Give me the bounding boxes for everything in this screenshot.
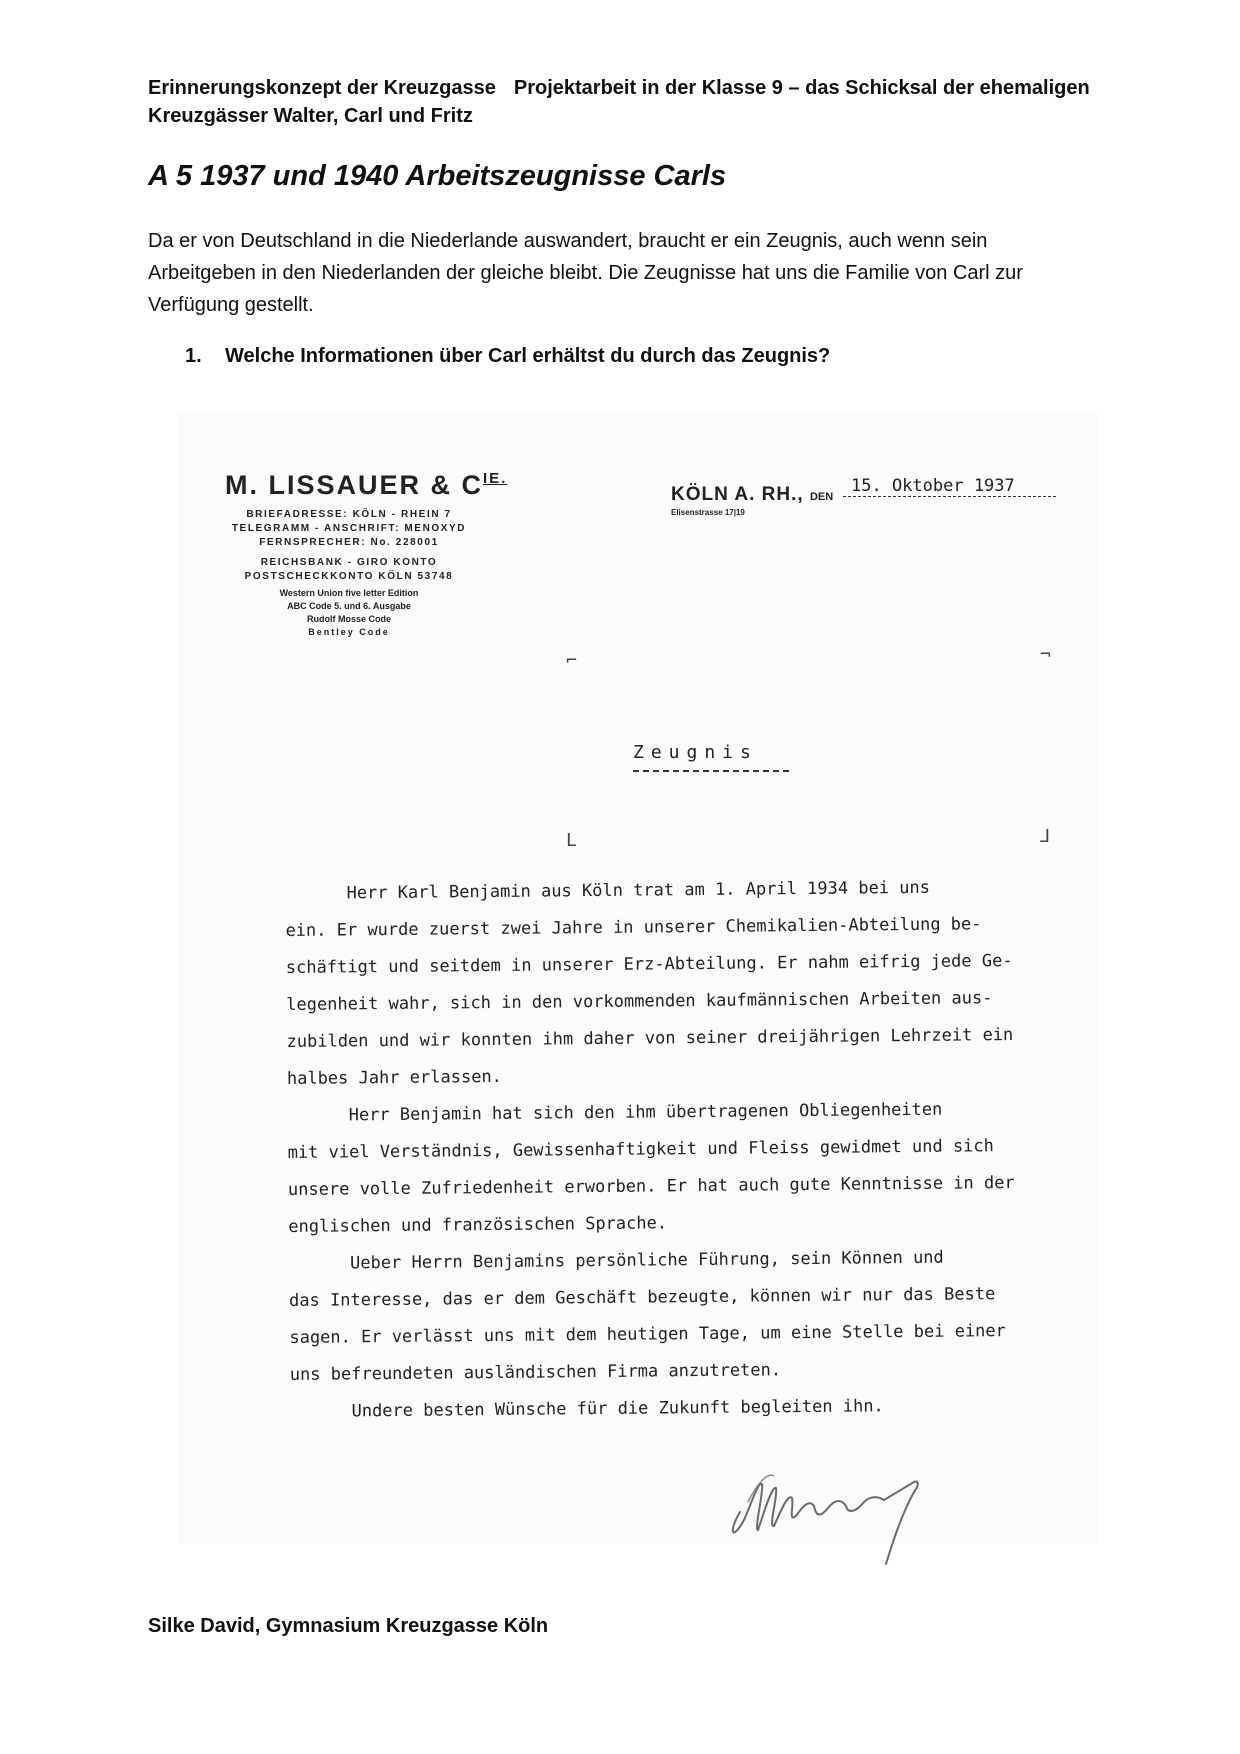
project-title-part3: Kreuzgässer Walter, Carl und Fritz (148, 105, 473, 127)
worksheet-title: A 5 1937 und 1940 Arbeitszeugnisse Carls (148, 160, 727, 192)
code-line: Bentley Code (308, 627, 390, 637)
body-line: ein. Er wurde zuerst zwei Jahre in unserer Chemikalien-Abteilung be- (285, 914, 982, 941)
address-window-mark: ⌐ (566, 650, 577, 671)
company-name-text: M. LISSAUER & C (225, 470, 484, 500)
code-line: ABC Code 5. und 6. Ausgabe (287, 601, 411, 611)
telegraph-codes-block (214, 587, 484, 639)
address-line: POSTSCHECKKONTO KÖLN 53748 (244, 571, 454, 582)
city-text: KÖLN A. RH., (671, 484, 804, 505)
address-line: BRIEFADRESSE: KÖLN - RHEIN 7 (246, 509, 452, 520)
certificate-body (285, 868, 1090, 1431)
body-line: englischen und französischen Sprache. (288, 1213, 668, 1237)
address-window-mark: ¬ (1040, 644, 1051, 665)
letter-street: Elisenstrasse 17|19 (671, 508, 745, 517)
scanned-certificate (178, 412, 1098, 1544)
body-line: Herr Benjamin hat sich den ihm übertragenen Obliegenheiten (287, 1099, 943, 1126)
project-title-part2: Projektarbeit in der Klasse 9 – das Schicksal der ehemaligen (513, 77, 1090, 99)
heading-underline (633, 770, 789, 772)
body-line: Ueber Herrn Benjamins persönliche Führung, sein Können und (288, 1247, 944, 1274)
address-line: FERNSPRECHER: No. 228001 (259, 537, 439, 548)
address-line: REICHSBANK - GIRO KONTO (260, 557, 438, 568)
body-line: legenheit wahr, sich in den vorkommenden kaufmännischen Arbeiten aus- (286, 988, 993, 1015)
body-line: uns befreundeten ausländischen Firma anzutreten. (289, 1360, 782, 1385)
city-den: DEN (809, 491, 834, 503)
task-item (185, 345, 830, 368)
body-line: unsere volle Zufriedenheit erworben. Er hat auch gute Kenntnisse in der (287, 1173, 1015, 1200)
company-name (225, 470, 507, 501)
address-line: TELEGRAMM - ANSCHRIFT: MENOXYD (231, 523, 467, 534)
code-line: Western Union five letter Edition (279, 588, 419, 598)
intro-paragraph: Da er von Deutschland in die Niederlande auswandert, braucht er ein Zeugnis, auch wenn sein Arbeitgeben in den Niederlanden der gleiche bleibt. Die Zeugnisse hat uns die Familie von Carl zur Verfügung gestellt. (148, 230, 1023, 316)
page-header (148, 74, 1108, 130)
letter-date: 15. Oktober 1937 (843, 476, 1056, 497)
body-line: mit viel Verständnis, Gewissenhaftigkeit und Fleiss gewidmet und sich (287, 1136, 994, 1163)
body-line: das Interesse, das er dem Geschäft bezeugte, können wir nur das Beste (288, 1284, 996, 1311)
task-text: Welche Informationen über Carl erhältst du durch das Zeugnis? (225, 345, 831, 367)
body-line: halbes Jahr erlassen. (286, 1066, 502, 1089)
task-number: 1. (185, 345, 202, 367)
address-window-mark: L (566, 830, 577, 851)
company-suffix: IE. (483, 470, 508, 487)
project-title-part1: Erinnerungskonzept der Kreuzgasse (148, 77, 496, 99)
code-line: Rudolf Mosse Code (306, 614, 391, 624)
letter-city (671, 484, 833, 506)
body-line: sagen. Er verlässt uns mit dem heutigen Tage, um eine Stelle bei einer (289, 1321, 1006, 1348)
page-footer: Silke David, Gymnasium Kreuzgasse Köln (148, 1615, 549, 1637)
body-line: zubilden und wir konnten ihm daher von seiner dreijährigen Lehrzeit ein (286, 1025, 1014, 1052)
certificate-heading: Zeugnis (633, 742, 758, 763)
company-address-block (214, 508, 484, 584)
body-line: Herr Karl Benjamin aus Köln trat am 1. April 1934 bei uns (285, 877, 931, 904)
body-line: Undere besten Wünsche für die Zukunft begleiten ihn. (290, 1396, 884, 1422)
address-window-mark: ⅃ (1040, 826, 1051, 847)
body-line: schäftigt und seitdem in unserer Erz-Abteilung. Er nahm eifrig jede Ge- (285, 951, 1013, 978)
handwritten-signature (718, 1442, 938, 1572)
